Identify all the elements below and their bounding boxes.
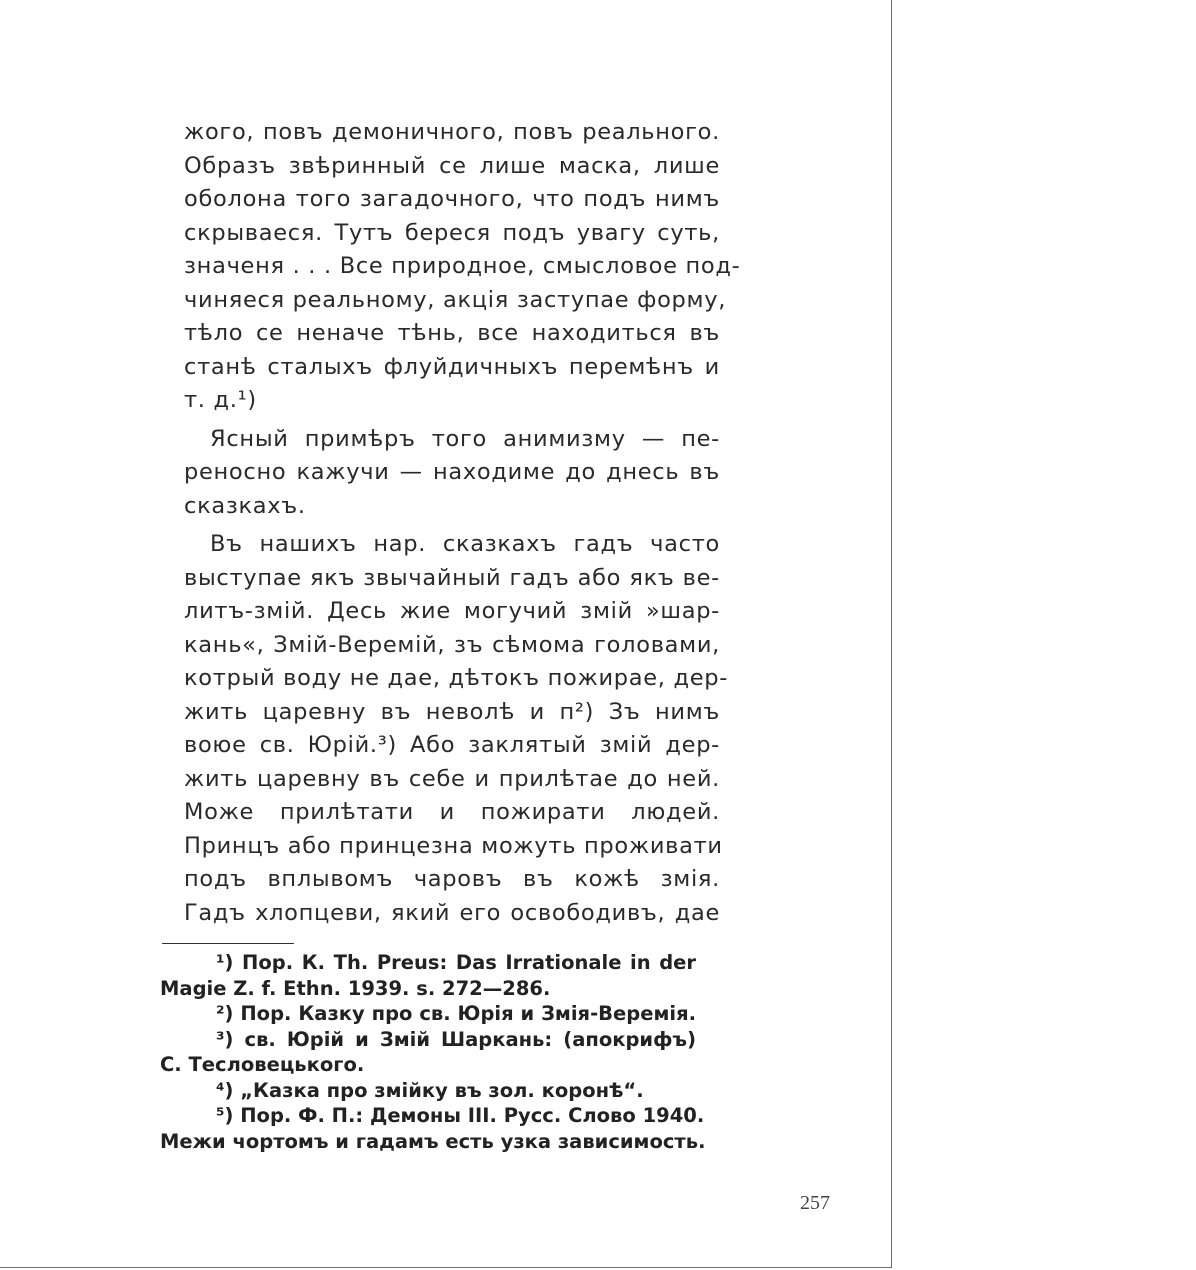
text-line: жого, повъ демоничного, повъ реального. xyxy=(184,119,720,145)
footnote-line: ²) Пор. Казку про св. Юрія и Змія-Веремія. xyxy=(216,1002,696,1025)
text-line: Ясный примѣръ того анимизму — пе- xyxy=(210,425,720,452)
text-line: чиняеся реальному, акція заступае форму, xyxy=(184,286,727,313)
footnote-line: ³) св. Юрій и Змій Шаркань: (апокрифъ) xyxy=(216,1027,696,1051)
footnote-line: ¹) Пор. К. Th. Preus: Das Irrationale in der xyxy=(216,951,696,974)
footnote-line: ⁵) Пор. Ф. П.: Демоны III. Русс. Слово 1940. xyxy=(216,1104,705,1127)
footnotes xyxy=(160,950,706,1154)
text-line: воюе св. Юрій.³) Або заклятый змій дер- xyxy=(184,732,720,758)
text-line: кань«, Змій-Веремій, зъ сѣмома головами, xyxy=(184,631,720,658)
text-line: Образъ звѣринный се лише маска, лише xyxy=(184,152,720,179)
footnote-line: Межи чортомъ и гадамъ есть узка зависимость. xyxy=(160,1129,706,1153)
text-line: тѣло се неначе тѣнь, все находиться въ xyxy=(184,320,720,346)
text-line: подъ вплывомъ чаровъ въ кожѣ змія. xyxy=(184,866,720,892)
footnote-line: С. Тесловецького. xyxy=(160,1053,365,1076)
text-line: сказкахъ. xyxy=(184,492,306,519)
text-line: Въ нашихъ нар. сказкахъ гадъ часто xyxy=(210,531,720,557)
text-line: оболона того загадочного, что подъ нимъ xyxy=(184,186,720,212)
text-line: скрываеся. Тутъ береся подъ увагу суть, xyxy=(184,219,720,246)
footnote-line: ⁴) „Казка про змійку въ зол. коронѣ“. xyxy=(216,1078,644,1102)
text-line: Може прилѣтати и пожирати людей. xyxy=(184,799,720,825)
text-line: значеня . . . Все природное, смысловое под- xyxy=(184,253,741,279)
text-line: жить царевну въ неволѣ и п²) Зъ нимъ xyxy=(184,698,720,725)
main-text xyxy=(184,116,741,930)
text-line: котрый воду не дае, дѣтокъ пожирае, дер- xyxy=(184,665,729,691)
text-line: реносно кажучи — находиме до днесь въ xyxy=(184,459,720,485)
text-line: Принцъ або принцезна можуть проживати xyxy=(184,832,723,859)
text-line: жить царевну въ себе и прилѣтае до ней. xyxy=(184,765,720,792)
footnote-line: Magie Z. f. Ethn. 1939. s. 272—286. xyxy=(160,976,551,1000)
page-number: 257 xyxy=(800,1192,830,1214)
text-line: Гадъ хлопцеви, який его освободивъ, дае xyxy=(184,899,720,926)
footnote-separator xyxy=(162,943,294,944)
text-line: литъ-змій. Десь жие могучий змій »шар- xyxy=(184,598,720,624)
text-line: выступае якъ звычайный гадъ або якъ ве- xyxy=(184,564,720,591)
text-line: станѣ сталыхъ флуйдичныхъ перемѣнъ и xyxy=(184,353,720,380)
text-line: т. д.¹) xyxy=(184,387,257,413)
